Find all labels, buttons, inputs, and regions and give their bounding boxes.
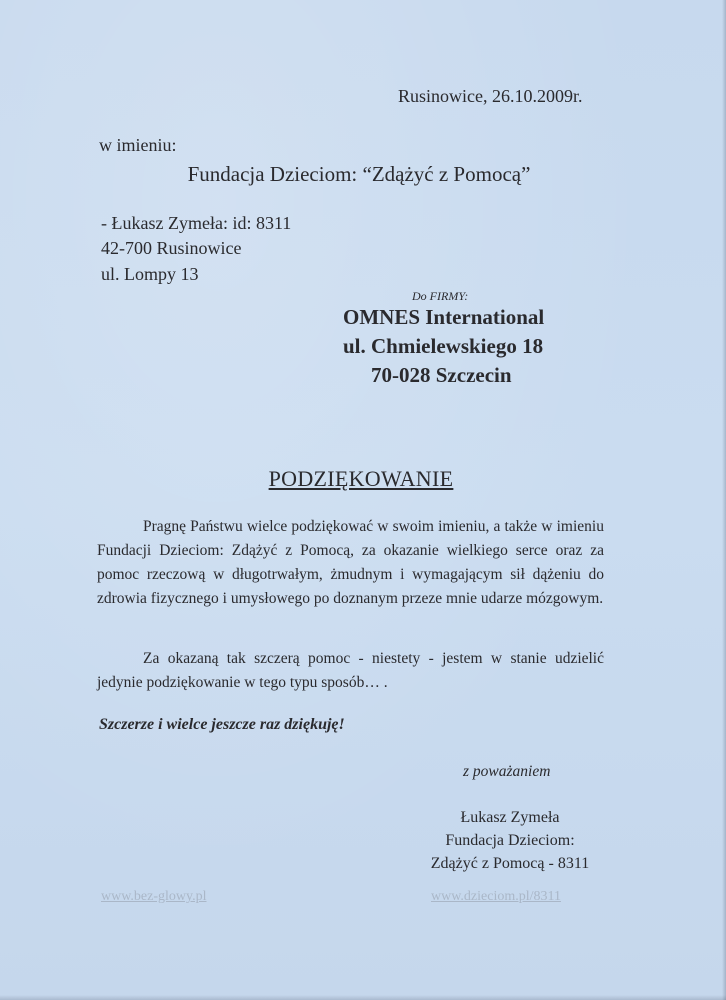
closing-regards: z poważaniem bbox=[463, 763, 551, 780]
date-line: Rusinowice, 26.10.2009r. bbox=[398, 86, 583, 106]
signature-name: Łukasz Zymeła bbox=[460, 809, 560, 826]
sender-postal-line: 42-700 Rusinowice bbox=[101, 238, 242, 258]
page-edge-shadow bbox=[722, 0, 726, 1000]
thanks-line: Szczerze i wielce jeszcze raz dziękuję! bbox=[99, 716, 345, 733]
footer-link-bez-glowy[interactable]: www.bez-glowy.pl bbox=[101, 889, 207, 904]
letter-heading: PODZIĘKOWANIE bbox=[268, 466, 454, 491]
signature-block bbox=[410, 806, 610, 875]
recipient-street: ul. Chmielewskiego 18 bbox=[343, 334, 544, 358]
signature-org-line-1: Fundacja Dzieciom: bbox=[445, 832, 575, 849]
signature-org-line-2: Zdążyć z Pomocą - 8311 bbox=[430, 855, 590, 872]
sender-street-line: ul. Lompy 13 bbox=[101, 264, 199, 284]
on-behalf-label: w imieniu: bbox=[99, 135, 177, 155]
footer-link-dzieciom[interactable]: www.dzieciom.pl/8311 bbox=[431, 889, 561, 904]
body-paragraph-1: Pragnę Państwu wielce podziękować w swoim imieniu, a także w imieniu Fundacji Dzieciom: Zdążyć z Pomocą, za okazanie wielkiego serce oraz za pomoc rzeczową w długotrwałym, żmudnym i wymagającym sił dążeniu do zdrowia fizycznego i umysłowego po doznanym przeze mnie udarze mózgowym. bbox=[97, 518, 604, 607]
page-bottom-shadow bbox=[0, 995, 726, 1000]
recipient-company: OMNES International bbox=[343, 305, 545, 329]
body-paragraph-2: Za okazaną tak szczerą pomoc - niestety - jestem w stanie udzielić jedynie podziękowanie w tego typu sposób… . bbox=[97, 650, 604, 691]
foundation-title: Fundacja Dzieciom: “Zdążyć z Pomocą” bbox=[187, 162, 531, 186]
recipient-city: 70-028 Szczecin bbox=[371, 363, 512, 387]
recipient-label: Do FIRMY: bbox=[412, 289, 469, 303]
sender-name-line: - Łukasz Zymeła: id: 8311 bbox=[101, 213, 292, 233]
